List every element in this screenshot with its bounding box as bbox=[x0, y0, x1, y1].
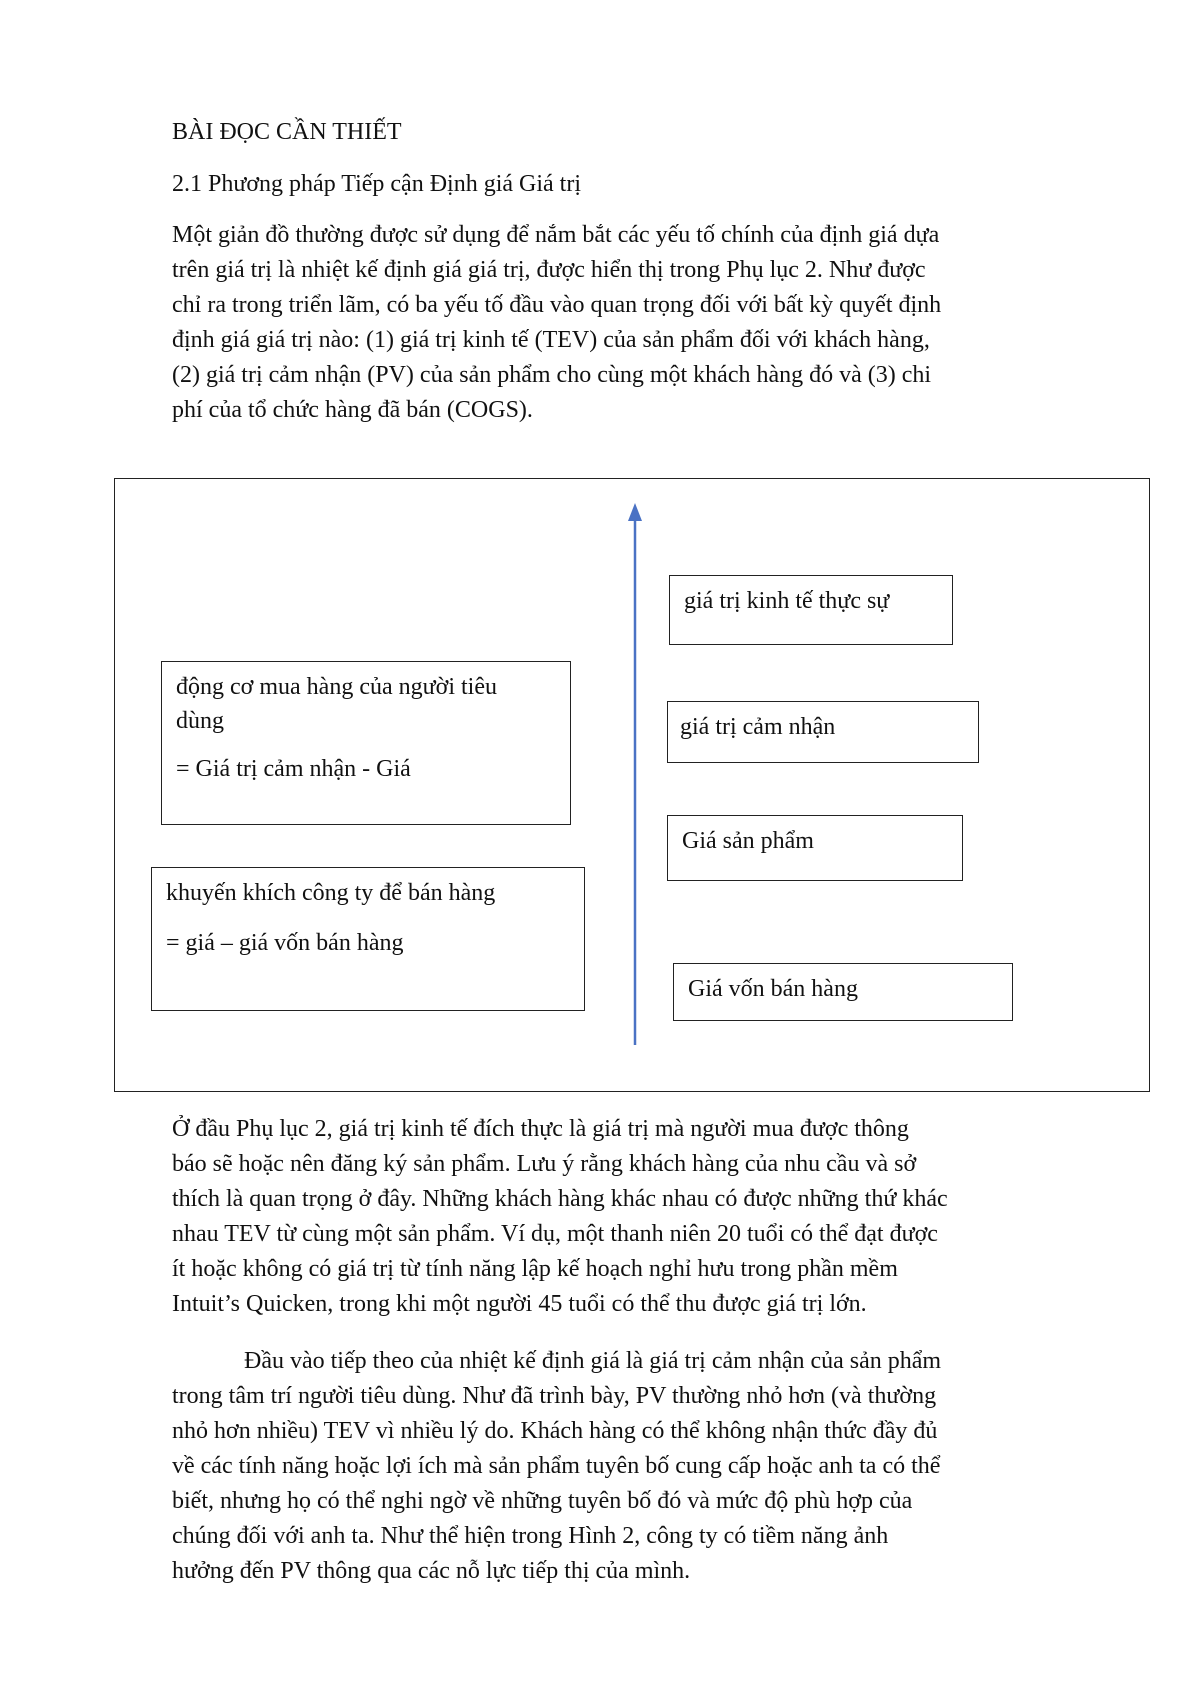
consumer-incentive-formula: = Giá trị cảm nhận - Giá bbox=[176, 756, 411, 782]
paragraph-line: hưởng đến PV thông qua các nỗ lực tiếp thị của mình. bbox=[172, 1558, 691, 1584]
consumer-incentive-label: dùng bbox=[176, 708, 224, 734]
price-level-label: Giá sản phẩm bbox=[682, 828, 814, 854]
cogs-level-box bbox=[673, 963, 1013, 1021]
paragraph-line: chúng đối với anh ta. Như thể hiện trong Hình 2, công ty có tiềm năng ảnh bbox=[172, 1523, 889, 1549]
consumer-incentive-label: động cơ mua hàng của người tiêu bbox=[176, 674, 497, 700]
price-level-box bbox=[667, 815, 963, 881]
intro-paragraph bbox=[172, 218, 1132, 428]
paragraph-line: Đầu vào tiếp theo của nhiệt kế định giá là giá trị cảm nhận của sản phẩm bbox=[244, 1348, 942, 1374]
paragraph-line: trên giá trị là nhiệt kế định giá giá trị, được hiển thị trong Phụ lục 2. Như được bbox=[172, 257, 926, 283]
section-title: BÀI ĐỌC CẦN THIẾT bbox=[172, 119, 402, 145]
paragraph-line: nhỏ hơn nhiều) TEV vì nhiều lý do. Khách hàng có thể không nhận thức đầy đủ bbox=[172, 1418, 938, 1444]
company-incentive-label: khuyến khích công ty để bán hàng bbox=[166, 880, 496, 906]
paragraph-line: chỉ ra trong triển lãm, có ba yếu tố đầu vào quan trọng đối với bất kỳ quyết định bbox=[172, 292, 942, 318]
paragraph-line: Intuit’s Quicken, trong khi một người 45 tuổi có thể thu được giá trị lớn. bbox=[172, 1291, 867, 1317]
pricing-thermometer-diagram bbox=[114, 478, 1150, 1092]
paragraph-line: phí của tổ chức hàng đã bán (COGS). bbox=[172, 397, 533, 423]
company-incentive-box bbox=[151, 867, 585, 1011]
subsection-title: 2.1 Phương pháp Tiếp cận Định giá Giá trị bbox=[172, 171, 582, 197]
company-incentive-formula: = giá – giá vốn bán hàng bbox=[166, 930, 404, 956]
body-paragraph-2 bbox=[172, 1112, 1132, 1322]
perceived-value-level-box bbox=[667, 701, 979, 763]
tev-level-label: giá trị kinh tế thực sự bbox=[684, 588, 890, 614]
body-paragraph-3 bbox=[172, 1344, 1132, 1589]
paragraph-line: thích là quan trọng ở đây. Những khách hàng khác nhau có được những thứ khác bbox=[172, 1186, 948, 1212]
paragraph-line: nhau TEV từ cùng một sản phẩm. Ví dụ, một thanh niên 20 tuổi có thể đạt được bbox=[172, 1221, 938, 1247]
cogs-level-label: Giá vốn bán hàng bbox=[688, 976, 858, 1002]
paragraph-line: trong tâm trí người tiêu dùng. Như đã trình bày, PV thường nhỏ hơn (và thường bbox=[172, 1383, 937, 1409]
consumer-incentive-box bbox=[161, 661, 571, 825]
paragraph-line: định giá giá trị nào: (1) giá trị kinh tế (TEV) của sản phẩm đối với khách hàng, bbox=[172, 327, 930, 353]
paragraph-line: ít hoặc không có giá trị từ tính năng lập kế hoạch nghỉ hưu trong phần mềm bbox=[172, 1256, 898, 1282]
paragraph-line: (2) giá trị cảm nhận (PV) của sản phẩm cho cùng một khách hàng đó và (3) chi bbox=[172, 362, 932, 388]
paragraph-line: biết, nhưng họ có thể nghi ngờ về những tuyên bố đó và mức độ phù hợp của bbox=[172, 1488, 913, 1514]
paragraph-line: báo sẽ hoặc nên đăng ký sản phẩm. Lưu ý rằng khách hàng của nhu cầu và sở bbox=[172, 1151, 917, 1177]
paragraph-line: Một giản đồ thường được sử dụng để nắm bắt các yếu tố chính của định giá dựa bbox=[172, 222, 940, 248]
paragraph-line: về các tính năng hoặc lợi ích mà sản phẩm tuyên bố cung cấp hoặc anh ta có thể bbox=[172, 1453, 941, 1479]
paragraph-line: Ở đầu Phụ lục 2, giá trị kinh tế đích thực là giá trị mà người mua được thông bbox=[172, 1116, 909, 1142]
perceived-value-level-label: giá trị cảm nhận bbox=[680, 714, 836, 740]
tev-level-box bbox=[669, 575, 953, 645]
